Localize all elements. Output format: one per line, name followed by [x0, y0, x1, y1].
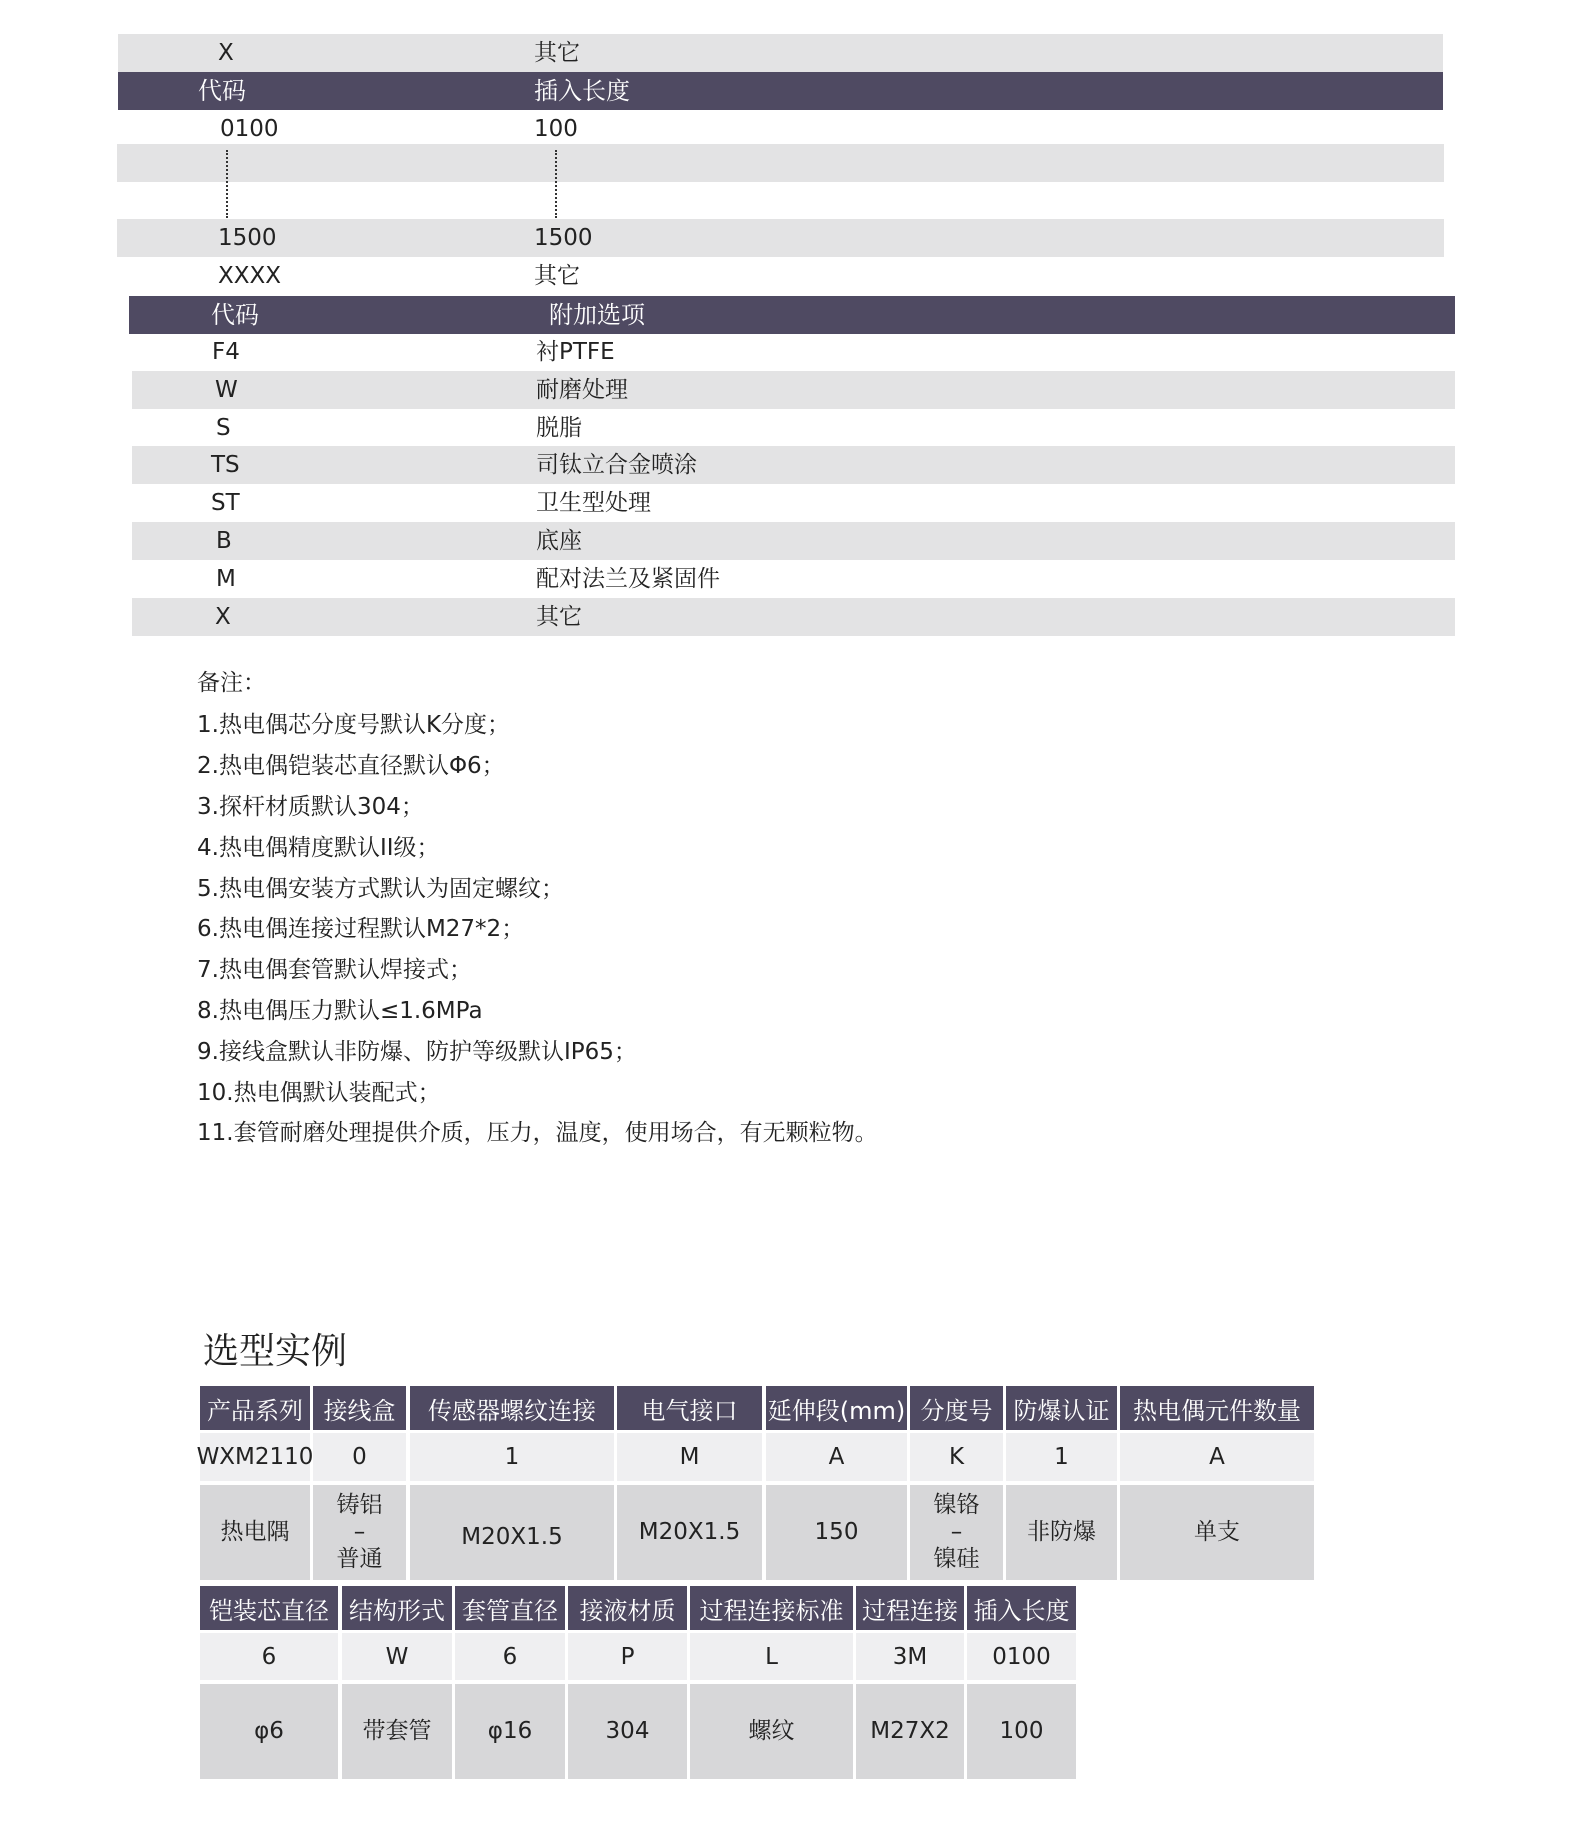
row-code: B [216, 528, 232, 554]
code-cell: A [766, 1433, 907, 1481]
header-cell: 接线盒 [313, 1386, 406, 1430]
code-cell: M [617, 1433, 762, 1481]
header-cell: 过程连接 [856, 1586, 964, 1630]
note-item: 3.探杆材质默认304； [197, 794, 424, 820]
notes-title: 备注： [197, 670, 266, 696]
table-row [117, 257, 1444, 295]
value-text: 铸铝 [336, 1492, 383, 1518]
code-cell: P [568, 1633, 687, 1680]
row-desc: 其它 [536, 604, 582, 630]
code-cell: 6 [455, 1633, 565, 1680]
row-code: 1500 [218, 225, 277, 251]
note-item: 10.热电偶默认装配式； [197, 1080, 441, 1106]
header-cell: 结构形式 [342, 1586, 452, 1630]
code-cell: 6 [200, 1633, 338, 1680]
table-row [132, 522, 1455, 560]
header-desc: 插入长度 [534, 77, 630, 105]
value-text: 非防爆 [1027, 1519, 1096, 1545]
row-desc: 卫生型处理 [536, 490, 651, 516]
table-row [132, 560, 1455, 598]
row-desc: 其它 [534, 263, 580, 289]
row-code: X [218, 40, 234, 66]
code-cell: K [910, 1433, 1003, 1481]
header-cell: 过程连接标准 [690, 1586, 853, 1630]
header-cell: 传感器螺纹连接 [410, 1386, 614, 1430]
value-text: 普通 [336, 1546, 383, 1572]
range-dots-desc [555, 150, 557, 218]
value-cell: φ6 [200, 1684, 338, 1779]
row-code: 0100 [220, 116, 279, 142]
value-cell: φ16 [455, 1684, 565, 1779]
value-cell [910, 1485, 1003, 1580]
table-row [132, 409, 1455, 447]
note-item: 1.热电偶芯分度号默认K分度； [197, 712, 511, 738]
code-cell: 1 [410, 1433, 614, 1481]
value-cell: 100 [967, 1684, 1076, 1779]
note-item: 5.热电偶安装方式默认为固定螺纹； [197, 876, 564, 902]
row-code: ST [211, 490, 240, 516]
row-desc: 100 [534, 116, 578, 142]
value-cell [766, 1485, 907, 1580]
value-cell: M27X2 [856, 1684, 964, 1779]
note-item: 9.接线盒默认非防爆、防护等级默认IP65； [197, 1039, 637, 1065]
row-code: W [215, 377, 238, 403]
header-cell: 热电偶元件数量 [1120, 1386, 1314, 1430]
value-cell [313, 1485, 406, 1580]
value-cell [617, 1485, 762, 1580]
header-cell: 插入长度 [967, 1586, 1076, 1630]
code-cell: 0 [313, 1433, 406, 1481]
value-text: 热电隅 [220, 1519, 290, 1545]
value-cell [200, 1485, 310, 1580]
code-cell: W [342, 1633, 452, 1680]
code-cell: 3M [856, 1633, 964, 1680]
header-cell: 延伸段(mm) [766, 1386, 907, 1430]
row-desc: 底座 [536, 528, 582, 554]
row-code: TS [211, 452, 240, 478]
row-desc: 其它 [534, 40, 580, 66]
value-text: M20X1.5 [638, 1519, 741, 1545]
note-item: 8.热电偶压力默认≤1.6MPa [197, 998, 483, 1024]
header-desc: 附加选项 [549, 301, 645, 329]
value-cell [1120, 1485, 1314, 1580]
header-cell: 套管直径 [455, 1586, 565, 1630]
table-row [117, 219, 1444, 257]
value-text: M20X1.5 [461, 1524, 563, 1550]
note-item: 4.热电偶精度默认II级； [197, 835, 440, 861]
header-cell: 电气接口 [617, 1386, 762, 1430]
note-item: 6.热电偶连接过程默认M27*2； [197, 916, 525, 942]
table-row [118, 110, 1443, 148]
row-desc: 耐磨处理 [536, 377, 628, 403]
note-item: 7.热电偶套管默认焊接式； [197, 957, 472, 983]
code-cell: 0100 [967, 1633, 1076, 1680]
row-code: S [216, 415, 231, 441]
value-text: 单支 [1194, 1519, 1240, 1545]
value-cell [1006, 1485, 1117, 1580]
header-cell: 产品系列 [200, 1386, 310, 1430]
value-cell: 螺纹 [690, 1684, 853, 1779]
code-cell: WXM2110 [200, 1433, 310, 1481]
table-row [132, 333, 1455, 371]
table-row [132, 371, 1455, 409]
row-desc: 脱脂 [536, 415, 582, 441]
value-text: – [353, 1519, 366, 1545]
header-cell: 分度号 [910, 1386, 1003, 1430]
row-desc: 司钛立合金喷涂 [536, 452, 697, 478]
code-cell: 1 [1006, 1433, 1117, 1481]
row-code: F4 [212, 339, 240, 365]
header-code: 代码 [198, 77, 246, 105]
code-cell: L [690, 1633, 853, 1680]
note-item: 11.套管耐磨处理提供介质，压力，温度，使用场合，有无颗粒物。 [197, 1120, 878, 1146]
length-table-header [118, 72, 1443, 110]
header-code: 代码 [211, 301, 259, 329]
table-row [132, 484, 1455, 522]
row-code: M [216, 566, 236, 592]
value-cell: 带套管 [342, 1684, 452, 1779]
range-dots-code [226, 150, 228, 218]
value-text: 镍硅 [933, 1546, 980, 1572]
row-desc: 1500 [534, 225, 593, 251]
example-title: 选型实例 [203, 1331, 348, 1372]
prev-table-row [118, 34, 1443, 72]
header-cell: 铠装芯直径 [200, 1586, 338, 1630]
value-text: 镍铬 [933, 1492, 980, 1518]
value-text: – [950, 1519, 963, 1545]
table-row [132, 446, 1455, 484]
value-cell [410, 1485, 614, 1580]
code-cell: A [1120, 1433, 1314, 1481]
value-text: 150 [814, 1519, 859, 1545]
header-cell: 防爆认证 [1006, 1386, 1117, 1430]
value-cell: 304 [568, 1684, 687, 1779]
row-desc: 配对法兰及紧固件 [536, 566, 720, 592]
row-code: XXXX [218, 263, 282, 289]
options-table-header [129, 296, 1455, 334]
header-cell: 接液材质 [568, 1586, 687, 1630]
row-code: X [215, 604, 231, 630]
table-row [132, 598, 1455, 636]
table-row-spacer [117, 144, 1444, 182]
note-item: 2.热电偶铠装芯直径默认Φ6； [197, 753, 505, 779]
row-desc: 衬PTFE [536, 339, 615, 365]
